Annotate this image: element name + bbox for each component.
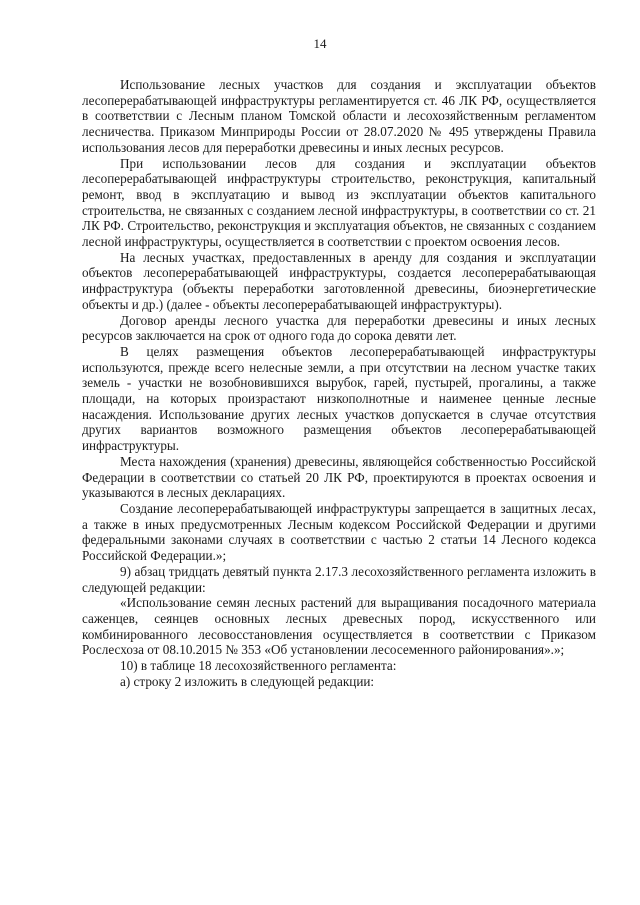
paragraph-10: 10) в таблице 18 лесохозяйственного регламента: [120,658,397,674]
paragraph-9: «Использование семян лесных растений для выращивания посадочного материала саженцев, сеянцев основных лесных древесных пород, искусственного или комбинированного лесовосстановления осуществляется в соответствии с Приказом Рослесхоза от 08.10.2015 № 353 «Об установлении лесосеменного районирования».»; [82,595,596,658]
paragraph-2: При использовании лесов для создания и эксплуатации объектов лесоперерабатывающей инфраструктуры строительство, реконструкция, капитальный ремонт, ввод в эксплуатацию и вывод из эксплуатации объектов капитального строительства, не связанных с созданием лесной инфраструктуры, в соответствии со ст. 21 ЛК РФ. Строительство, реконструкция и эксплуатация объектов, не связанных с созданием лесной инфраструктуры, осуществляется в соответствии с проектом освоения лесов. [82,155,596,250]
document-body [82,77,596,689]
page-number: 14 [313,36,327,51]
paragraph-4: Договор аренды лесного участка для переработки древесины и иных лесных ресурсов заключается на срок от одного года до сорока девяти лет. [82,312,596,344]
paragraph-11: а) строку 2 изложить в следующей редакции: [120,673,375,689]
paragraph-6: Места нахождения (хранения) древесины, являющейся собственностью Российской Федерации в соответствии со статьей 20 ЛК РФ, проектируются в проектах освоения и указываются в лесных декларациях. [82,453,596,501]
paragraph-3: На лесных участках, предоставленных в аренду для создания и эксплуатации объектов лесоперерабатывающей инфраструктуры, создается лесоперерабатывающая инфраструктура (объекты переработки заготовленной древесины, биоэнергетические объекты и др.) (далее - объекты лесоперерабатывающей инфраструктуры). [82,249,596,312]
paragraph-5: В целях размещения объектов лесоперерабатывающей инфраструктуры используются, прежде всего нелесные земли, а при отсутствии на лесном участке таких земель - участки не возобновившихся вырубок, гарей, пустырей, прогалины, а также площади, на которых произрастают низкополнотные и наименее ценные лесные насаждения. Использование других лесных участков допускается в случае отсутствия других вариантов возможного размещения объектов лесоперерабатывающей инфраструктуры. [82,343,596,454]
paragraph-1: Использование лесных участков для создания и эксплуатации объектов лесоперерабатывающей инфраструктуры регламентируется ст. 46 ЛК РФ, осуществляется в соответствии с Лесным планом Томской области и лесохозяйственным регламентом лесничества. Приказом Минприроды России от 28.07.2020 № 495 утверждены Правила использования лесов для переработки древесины и иных лесных ресурсов. [82,77,596,155]
paragraph-7: Создание лесоперерабатывающей инфраструктуры запрещается в защитных лесах, а также в иных предусмотренных Лесным кодексом Российской Федерации и другими федеральными законами случаях в соответствии с частью 2 статьи 14 Лесного кодекса Российской Федерации.»; [82,500,596,564]
paragraph-8: 9) абзац тридцать девятый пункта 2.17.3 лесохозяйственного регламента изложить в следующей редакции: [82,563,596,595]
